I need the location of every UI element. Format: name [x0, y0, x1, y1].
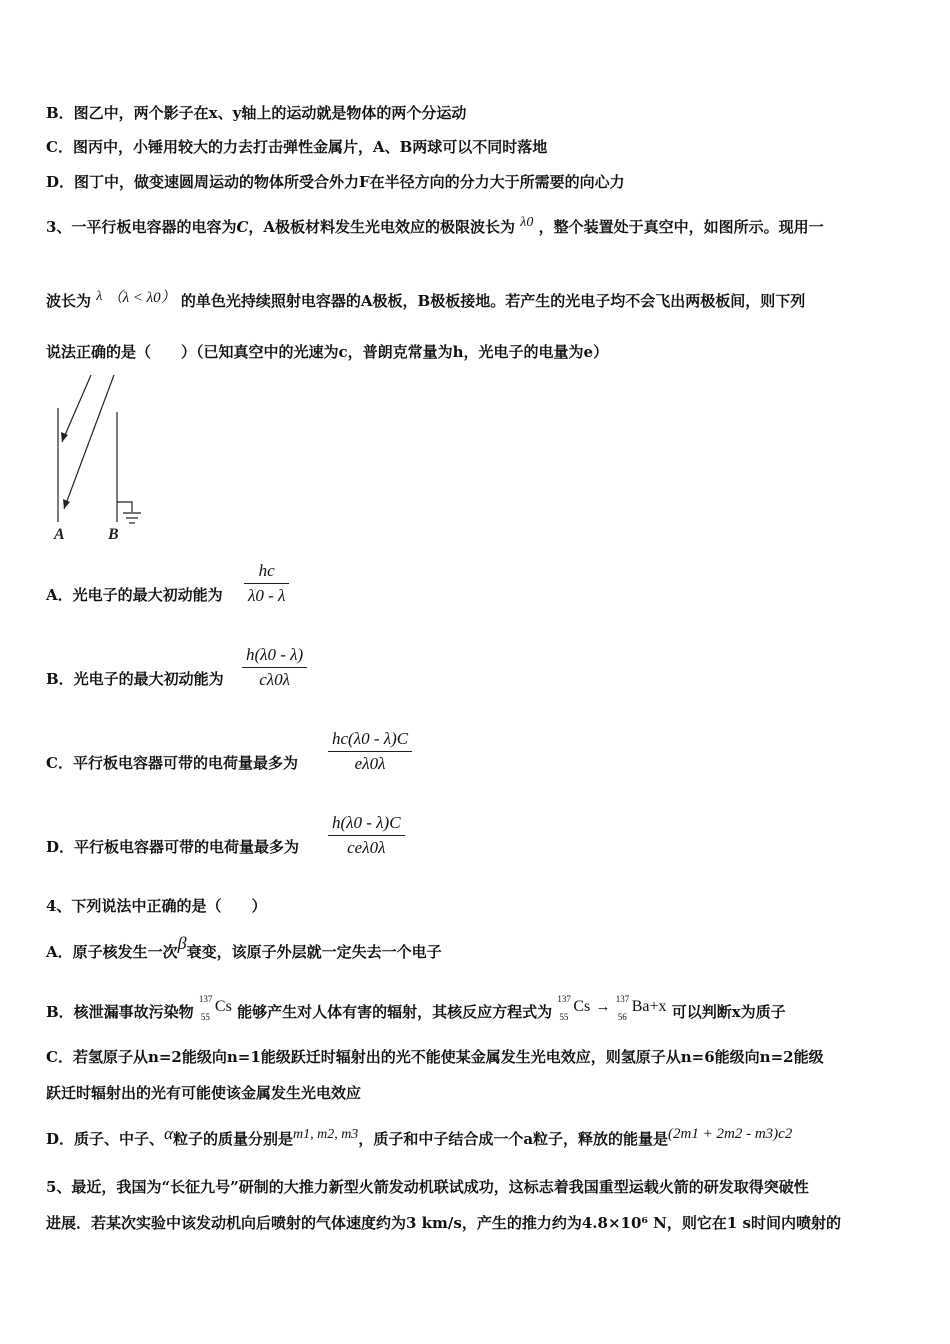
q3-option-a-fraction: hc λ0 - λ	[244, 561, 289, 606]
q3-option-c: C．平行板电容器可带的电荷量最多为	[46, 754, 298, 772]
q2-option-b: B．图乙中，两个影子在x、y轴上的运动就是物体的两个分运动	[46, 104, 467, 122]
cs-nuclide: 137 55 Cs	[198, 994, 232, 1022]
q3-option-c-fraction: hc(λ0 - λ)C eλ0λ	[328, 729, 412, 774]
q3-option-b-fraction: h(λ0 - λ) cλ0λ	[242, 645, 307, 690]
q3-stem-line3: 说法正确的是（ ）（已知真空中的光速为c，普朗克常量为h，光电子的电量为e）	[46, 343, 609, 361]
q3-option-d: D．平行板电容器可带的电荷量最多为	[46, 838, 300, 856]
q2-option-c: C．图丙中，小锤用较大的力去打击弹性金属片，A、B两球可以不同时落地	[46, 138, 548, 156]
q3-option-d-fraction: h(λ0 - λ)C ceλ0λ	[328, 813, 405, 858]
label-a: A	[54, 526, 65, 543]
masses: m1, m2, m3	[292, 1127, 359, 1142]
wavelength-condition: （λ < λ0）	[107, 290, 176, 306]
ground-wire	[117, 502, 132, 512]
light-ray-1	[62, 375, 91, 442]
q5-line2: 进展．若某次实验中该发动机向后喷射的气体速度约为3 km/s，产生的推力约为4.8×10⁶ N，则它在1 s时间内喷射的	[46, 1214, 841, 1232]
q4-option-b: B．核泄漏事故污染物 137 55 Cs 能够产生对人体有害的辐射，其核反应方程式为 137 55 Cs → 137 56 Ba+x 可以判断x为质子	[46, 994, 786, 1022]
q5-line1: 5、最近，我国为“长征九号”研制的大推力新型火箭发动机联试成功，这标志着我国重型运载火箭的研发取得突破性	[46, 1178, 809, 1196]
q4-option-a: A．原子核发生一次β衰变，该原子外层就一定失去一个电子	[46, 933, 442, 961]
binding-energy: (2m1 + 2m2 - m3)c2	[668, 1126, 793, 1142]
label-b: B	[108, 526, 119, 543]
cs-nuclide-eq: 137 55 Cs	[557, 994, 591, 1022]
q3-stem-line1: 3、一平行板电容器的电容为C，A极板材料发生光电效应的极限波长为 λ0 ，整个装置处于真空中，如图所示。现用一	[46, 215, 824, 236]
lambda0-symbol: λ0	[520, 215, 534, 230]
beta-symbol: β	[177, 933, 187, 953]
q4-stem: 4、下列说法中正确的是（ ）	[46, 897, 267, 915]
q4-option-c-line1: C．若氢原子从n=2能级向n=1能级跃迁时辐射出的光不能使某金属发生光电效应，则氢原子从n=6能级向n=2能级	[46, 1048, 824, 1066]
q4-option-d: D．质子、中子、α粒子的质量分别是m1, m2, m3，质子和中子结合成一个a粒子，释放的能量是(2m1 + 2m2 - m3)c2	[46, 1124, 793, 1148]
lambda-symbol: λ	[96, 289, 103, 304]
q2-option-d: D．图丁中，做变速圆周运动的物体所受合外力F在半径方向的分力大于所需要的向心力	[46, 173, 625, 191]
q3-option-a: A．光电子的最大初动能为	[46, 586, 223, 604]
ba-nuclide: 137 56 Ba+x	[615, 994, 667, 1022]
q4-option-c-line2: 跃迁时辐射出的光有可能使该金属发生光电效应	[46, 1084, 362, 1102]
q3-option-b: B．光电子的最大初动能为	[46, 670, 224, 688]
alpha-symbol: α	[164, 1124, 173, 1143]
q3-stem-line2: 波长为 λ （λ < λ0） 的单色光持续照射电容器的A极板，B极板接地。若产生的光电子均不会飞出两极板间，则下列	[46, 289, 806, 310]
light-ray-2	[64, 375, 114, 509]
capacitor-figure	[44, 372, 154, 547]
